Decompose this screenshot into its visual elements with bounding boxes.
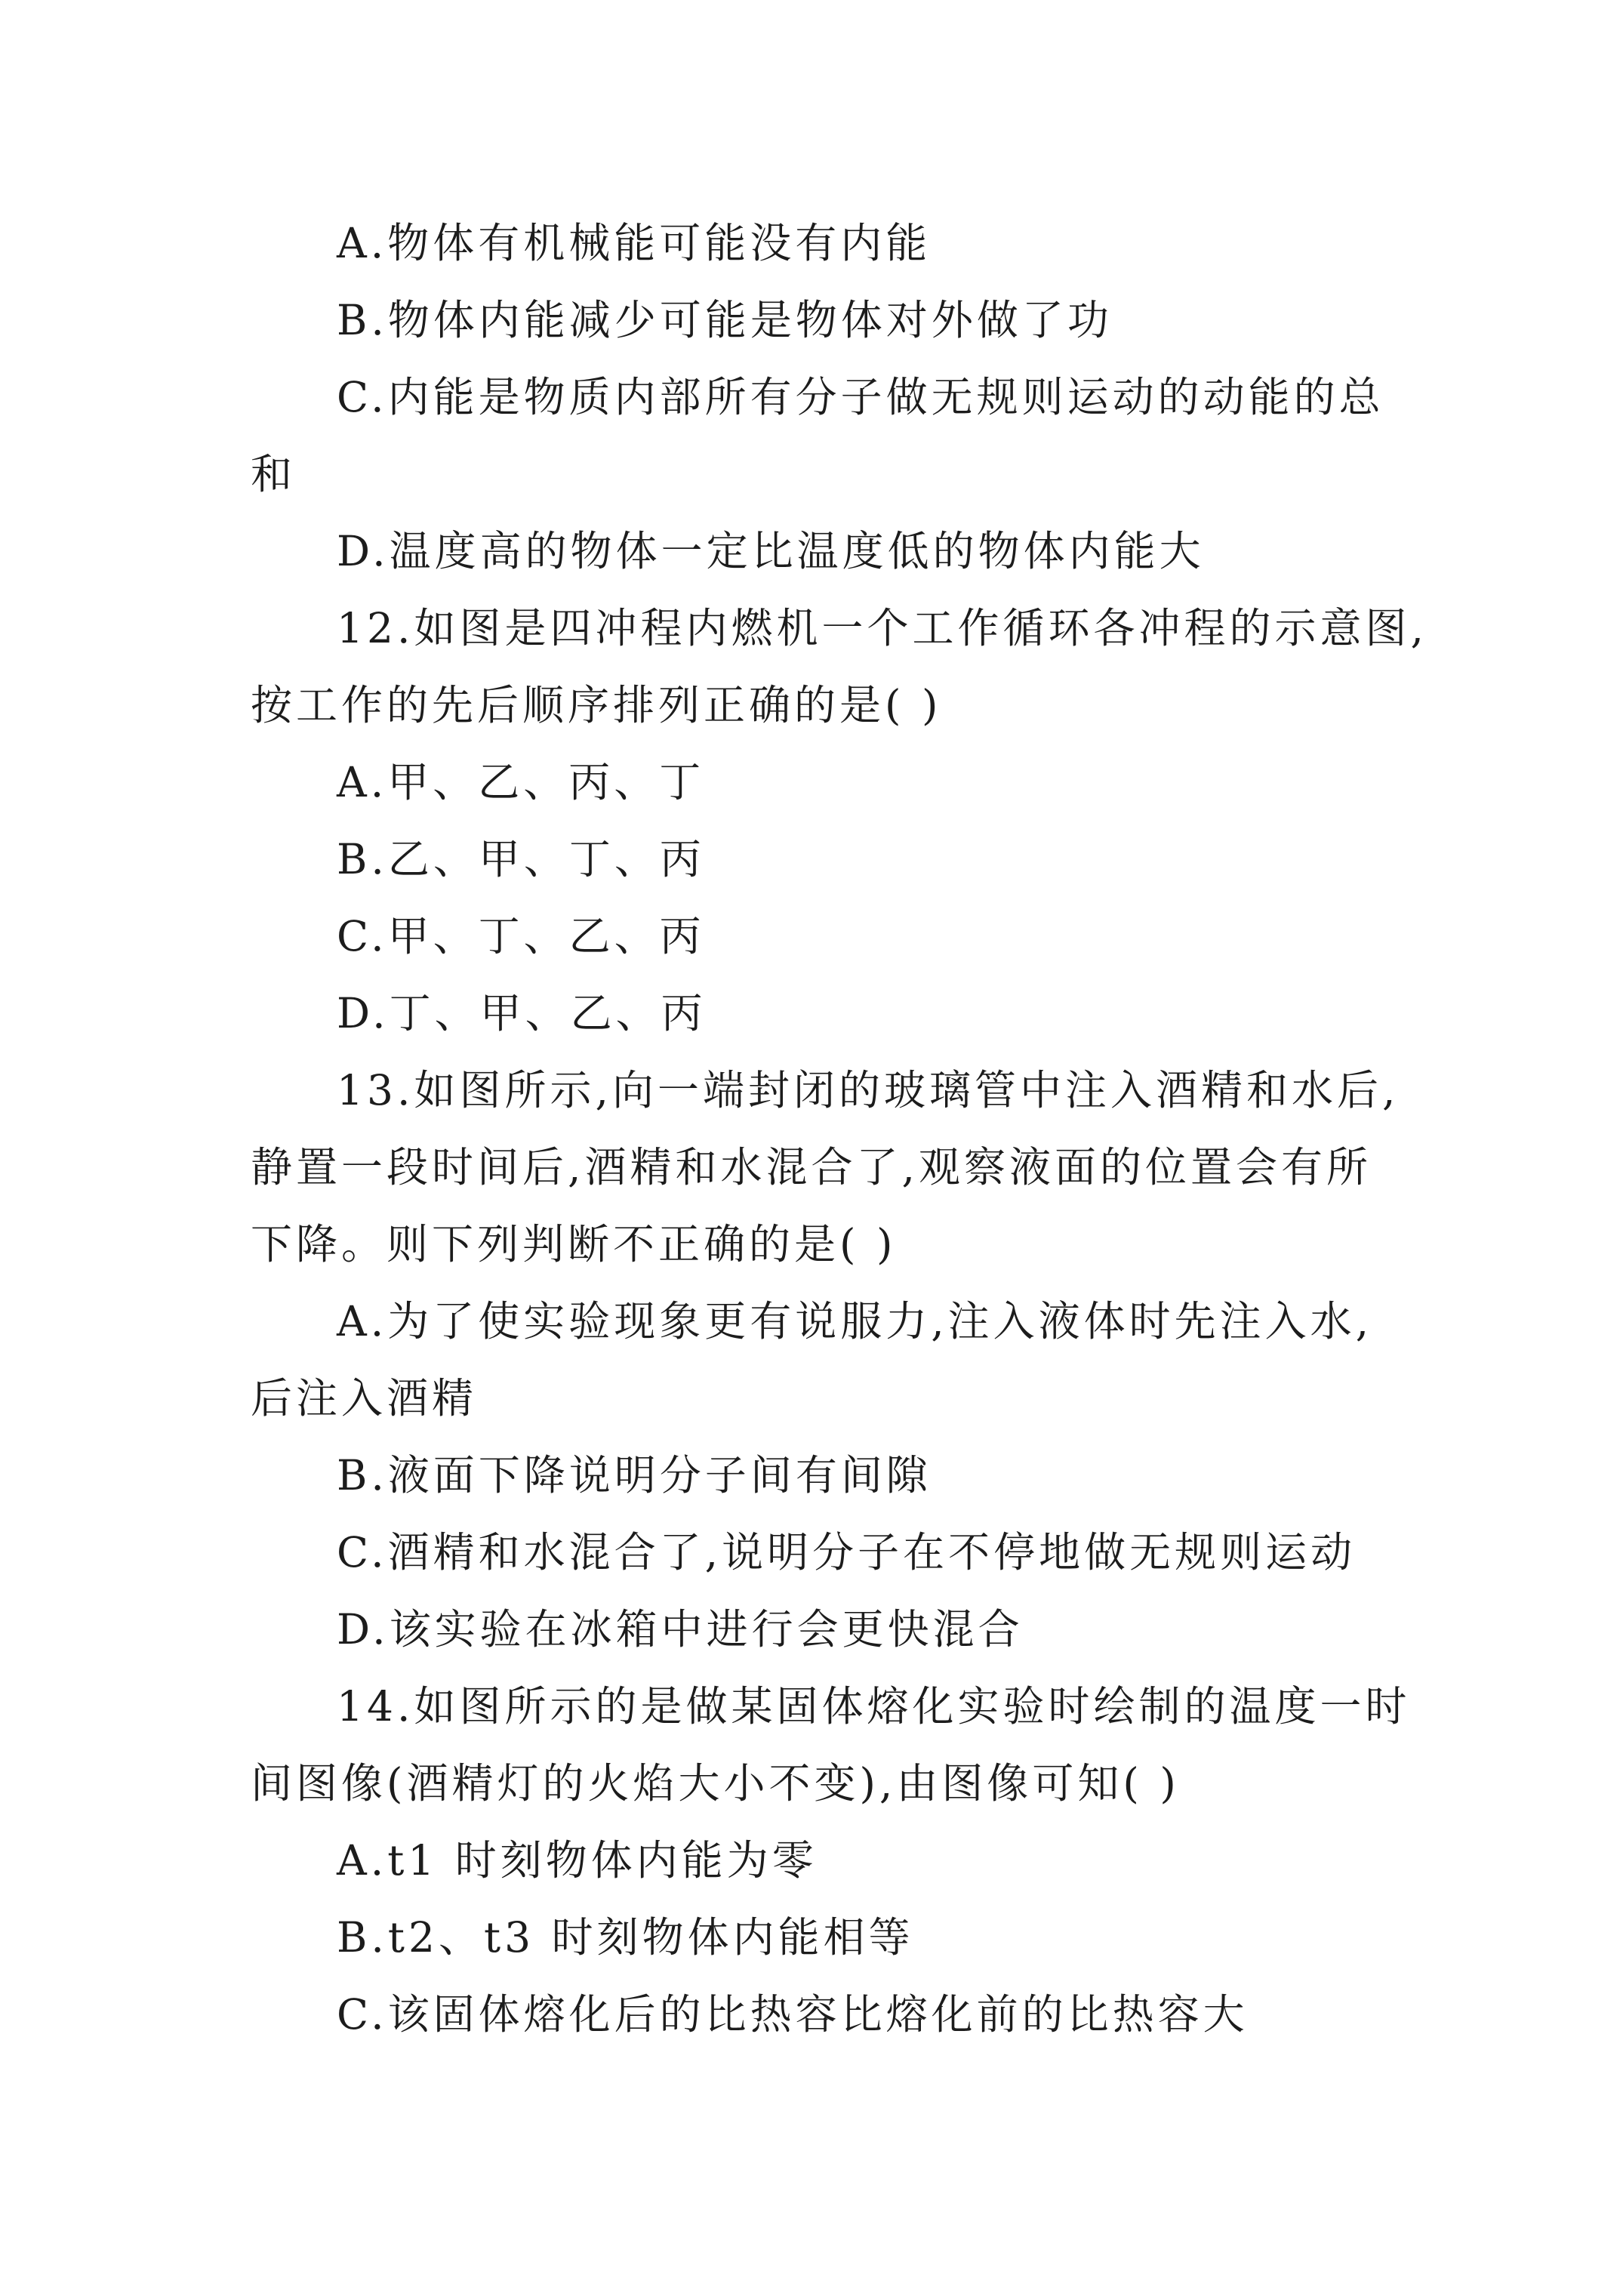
option-text: A.t1 时刻物体内能为零: [337, 1836, 818, 1885]
option-text-continued: 和: [251, 450, 297, 498]
question-11: [251, 205, 1534, 590]
q13-option-c: [251, 1514, 1534, 1591]
option-text-continued: 后注入酒精: [251, 1374, 478, 1422]
question-12: [251, 590, 1534, 1052]
question-14: [251, 1668, 1534, 2053]
option-text: A.甲、乙、丙、丁: [337, 758, 705, 806]
question-stem-text-continued: 按工作的先后顺序排列正确的是( ): [251, 681, 942, 729]
option-text: D.温度高的物体一定比温度低的物体内能大: [337, 527, 1205, 575]
option-text: B.液面下降说明分子间有间隙: [337, 1451, 932, 1499]
option-text: B.乙、甲、丁、丙: [337, 835, 705, 883]
question-stem-text-continued: 间图像(酒精灯的火焰大小不变),由图像可知( ): [251, 1759, 1180, 1808]
q11-option-d: [251, 513, 1534, 590]
q11-option-c: [251, 359, 1534, 513]
option-text: B.t2、t3 时刻物体内能相等: [337, 1913, 914, 1962]
q12-option-c: [251, 898, 1534, 975]
page-content: [251, 205, 1534, 2053]
option-text: A.物体有机械能可能没有内能: [337, 219, 932, 267]
q12-option-b: [251, 821, 1534, 898]
q14-stem: [251, 1668, 1534, 1822]
q14-option-a: [251, 1822, 1534, 1899]
option-text: D.该实验在冰箱中进行会更快混合: [337, 1605, 1024, 1653]
q13-option-d: [251, 1591, 1534, 1668]
question-stem-text-continued: 静置一段时间后,酒精和水混合了,观察液面的位置会有所: [251, 1143, 1372, 1191]
q14-option-c: [251, 1976, 1534, 2053]
question-stem-text-continued: 下降。则下列判断不正确的是( ): [251, 1220, 897, 1268]
q11-option-a: [251, 205, 1534, 282]
question-13: [251, 1052, 1534, 1668]
option-text: C.内能是物质内部所有分子做无规则运动的动能的总: [337, 373, 1384, 421]
question-stem-text: 12.如图是四冲程内燃机一个工作循环各冲程的示意图,: [337, 604, 1427, 652]
option-text: C.该固体熔化后的比热容比熔化前的比热容大: [337, 1990, 1249, 2039]
option-text: C.酒精和水混合了,说明分子在不停地做无规则运动: [337, 1528, 1357, 1576]
q13-stem: [251, 1052, 1534, 1283]
q14-option-b: [251, 1899, 1534, 1976]
question-stem-text: 13.如图所示,向一端封闭的玻璃管中注入酒精和水后,: [337, 1066, 1400, 1114]
q12-stem: [251, 590, 1534, 744]
q11-option-b: [251, 282, 1534, 359]
q12-option-d: [251, 975, 1534, 1052]
option-text: C.甲、丁、乙、丙: [337, 912, 705, 960]
option-text: D.丁、甲、乙、丙: [337, 989, 707, 1037]
q13-option-a: [251, 1283, 1534, 1437]
option-text: A.为了使实验现象更有说服力,注入液体时先注入水,: [337, 1297, 1373, 1345]
option-text: B.物体内能减少可能是物体对外做了功: [337, 296, 1113, 344]
q12-option-a: [251, 744, 1534, 821]
question-stem-text: 14.如图所示的是做某固体熔化实验时绘制的温度一时: [337, 1682, 1411, 1730]
q13-option-b: [251, 1437, 1534, 1514]
